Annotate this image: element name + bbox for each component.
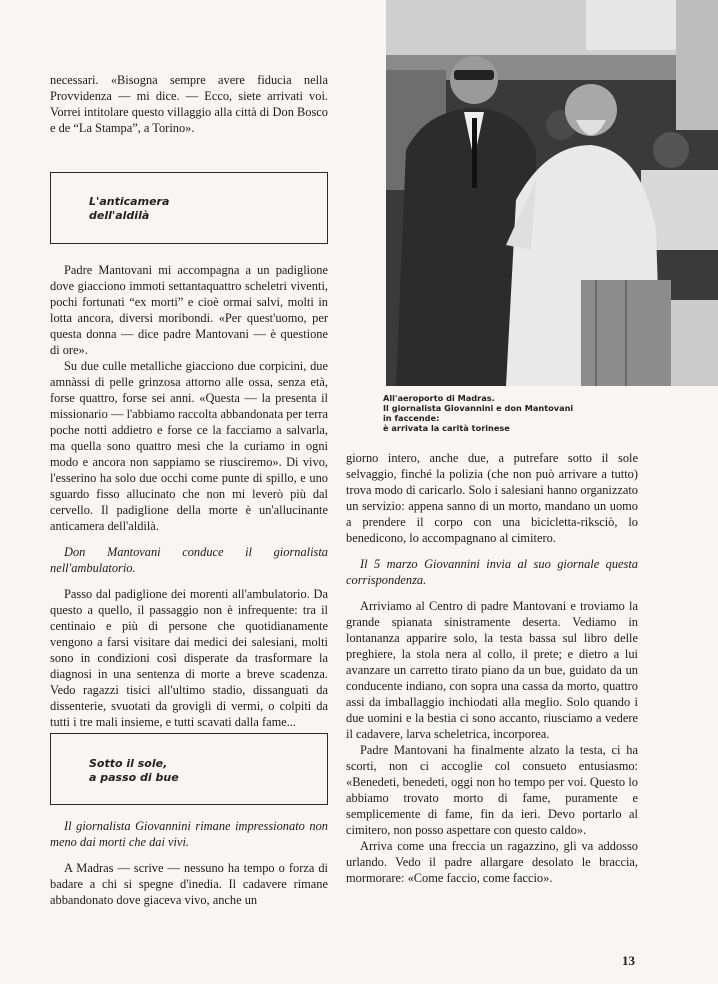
paragraph: Padre Mantovani mi accompagna a un padiglione dove giacciono immoti settantaquattro scheletri viventi, pochi fortunati “ex morti” e cioè ormai salvi, molti in lotta ancora, diversi moribondi. «Per quest'uomo, per questa donna — dice padre Mantovani — è questione di ore». [50,263,328,357]
section-heading-line: a passo di bue [89,771,179,784]
photo-caption-line: in faccende: [383,413,440,423]
section-heading-box [50,172,328,244]
left-column-body [50,262,328,730]
left-column [50,72,328,136]
photo-caption-line: è arrivata la carità torinese [383,423,510,433]
paragraph: giorno intero, anche due, a putrefare sotto il sole selvaggio, finché la polizia (che non può arrivare a tutto) trova modo di caricarlo. Solo i salesiani hanno organizzato un servizio: appena sanno di un morto, mandano un uomo a prendere il corpo con una bicicletta-riksciò, lo benedicono, lo accompagnano al cimitero. [346,451,638,545]
paragraph: Passo dal padiglione dei morenti all'ambulatorio. Da questo a quello, il passaggio non è infrequente: tra il centinaio e più di persone che quotidianamente vengono a farsi visitare dai medici dei salesiani, molti sono in condizioni così disperate da trasformare la diagnosi in una sentenza di morte a breve scadenza. Vedo ragazzi tisici all'ultimo stadio, dissanguati da dissenterie, svuotati da grovigli di vermi, o colpiti da tutti i tre mali insieme, e tutti scavati dalla fame... [50,587,328,729]
news-photo [386,0,718,386]
section-heading-line: Sotto il sole, [89,757,168,770]
left-column-end [50,818,328,908]
section-heading-box [50,733,328,805]
paragraph: Su due culle metalliche giacciono due corpicini, due amnàssi di pelle grinzosa attorno alle ossa, senza età, forse quattro, forse sei anni. «Questa — la presenta il missionario — l'abbiamo raccolta abbandonata per terra poche notti addietro e forse ce la facciamo a salvarla, ma quella sono quattro mesi che la curiamo in ogni modo e ancora non sappiamo se riusciremo». Di vivo, l'esserino ha solo due occhi come punte di spillo, e uno sguardo fisso allucinato che non mi leverò più dal cervello. Il padiglione della morte è un'allucinante anticamera dell'aldilà. [50,359,328,533]
italic-caption: Il 5 marzo Giovannini invia al suo giornale questa corrispondenza. [346,557,638,587]
paragraph: necessari. «Bisogna sempre avere fiducia nella Provvidenza — mi dice. — Ecco, siete arrivati voi. Vorrei intitolare questo villaggio alla città di Don Bosco e de “La Stampa”, a Torino». [50,73,328,135]
paragraph: A Madras — scrive — nessuno ha tempo o forza di badare a chi si spegne d'inedia. Il cadavere rimane abbandonato dove giaceva vivo, anche un [50,861,328,907]
paragraph: Arriviamo al Centro di padre Mantovani e troviamo la grande spianata sinistramente deserta. Vediamo in lontananza apparire solo, la testa bassa sul libro delle preghiere, la stola nera al collo, il prete; e dietro a lui avanzare un carretto tirato piano da un bue, guidato da un conducente indiano, con sopra una cassa da morto, quattro assi da imballaggio inchiodati alla meglio. Solo quando i due uomini e la bestia ci sono accanto, riusciamo a vedere il cadavere, larva scheletrica, incorporea. [346,599,638,741]
section-heading-line: L'anticamera [89,195,170,208]
italic-caption: Il giornalista Giovannini rimane impressionato non meno dai morti che dai vivi. [50,819,328,849]
paragraph: Arriva come una freccia un ragazzino, gli va addosso urlando. Vedo il padre allargare desolato le braccia, mormorare: «Come faccio, come faccio». [346,839,638,885]
right-column [346,450,638,886]
section-heading-line: dell'aldilà [89,209,150,222]
paragraph: Padre Mantovani ha finalmente alzato la testa, ci ha scorti, non ci accoglie col consueto entusiasmo: «Benedeti, benedeti, oggi non ho tempo per voi. Questo lo abbiamo trovato morto di fame, puramente e semplicemente di fame, fin da ieri. Devo portarlo al cimitero, non posso aspettare con questo caldo». [346,743,638,837]
photo-caption-line: All'aeroporto di Madras. [383,393,495,403]
photo-caption-line: Il giornalista Giovannini e don Mantovani [383,403,574,413]
page-number: 13 [622,953,635,968]
photo-caption [383,393,583,433]
italic-caption: Don Mantovani conduce il giornalista nell'ambulatorio. [50,545,328,575]
